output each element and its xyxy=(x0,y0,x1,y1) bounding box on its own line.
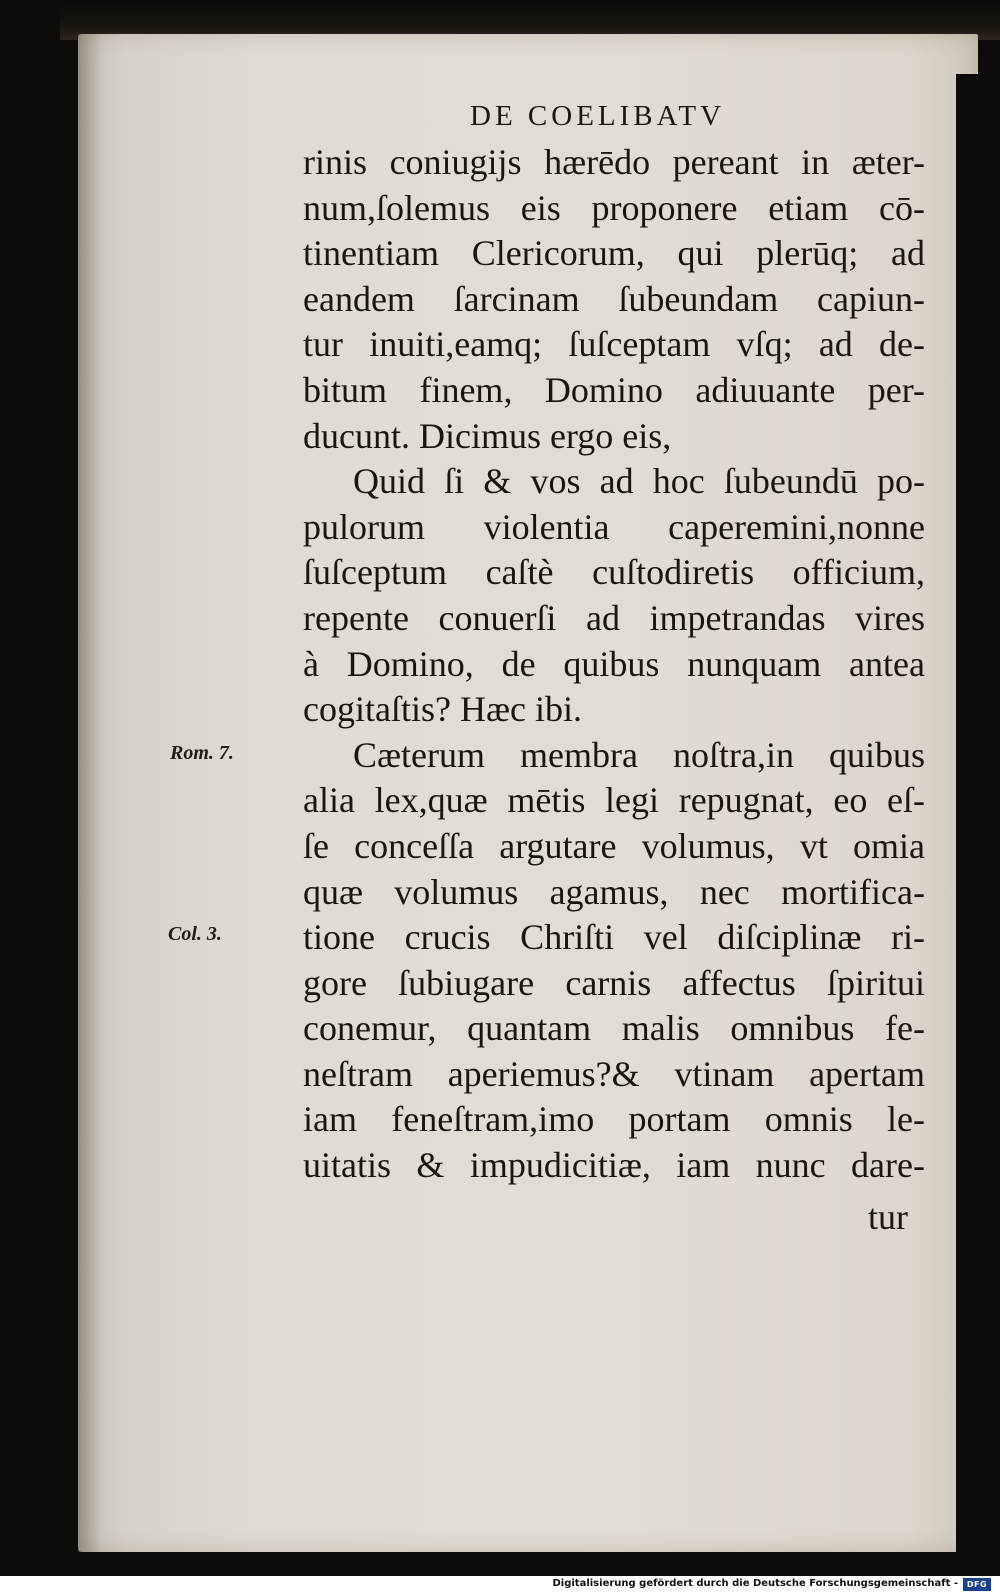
text-line: tinentiam Clericorum, qui plerūq; ad xyxy=(303,233,925,274)
dfg-logo: DFG xyxy=(963,1578,991,1591)
text-line: neſtram aperiemus?& vtinam apertam xyxy=(303,1053,925,1094)
text-line: repente conuerſi ad impetrandas vires xyxy=(303,597,925,638)
text-line: alia lex,quæ mētis legi repugnat, eo eſ- xyxy=(303,780,925,821)
text-line: à Domino, de quibus nunquam antea xyxy=(303,643,925,684)
text-line: iam feneſtram,imo portam omnis le- xyxy=(303,1099,925,1140)
text-line: quæ volumus agamus, nec mortifica- xyxy=(303,871,925,912)
text-line: conemur, quantam malis omnibus fe- xyxy=(303,1008,925,1049)
text-line: tur inuiti,eamq; ſuſceptam vſq; ad de- xyxy=(303,324,925,365)
text-line: rinis coniugijs hærēdo pereant in æter- xyxy=(303,142,925,182)
catchword: tur xyxy=(868,1197,908,1237)
text-line: pulorum violentia caperemini,nonne xyxy=(303,506,925,547)
text-line: num,ſolemus eis proponere etiam cō- xyxy=(303,187,925,228)
text-line: ducunt. Dicimus ergo eis, xyxy=(303,415,672,456)
text-line: ſe conceſſa argutare volumus, vt omia xyxy=(303,825,925,866)
text-line: gore ſubiugare carnis affectus ſpiritui xyxy=(303,962,925,1003)
text-line: eandem ſarcinam ſubeundam capiun- xyxy=(303,278,925,319)
text-line: ſuſceptum caſtè cuſtodiretis officium, xyxy=(303,552,925,593)
running-header: DE COELIBATV xyxy=(470,100,726,132)
text-line: Quid ſi & vos ad hoc ſubeundū po- xyxy=(353,461,925,502)
text-line: uitatis & impudicitiæ, iam nunc dare- xyxy=(303,1145,925,1186)
text-line: cogitaſtis? Hæc ibi. xyxy=(303,689,582,730)
text-line: tione crucis Chriſti vel diſciplinæ ri- xyxy=(303,917,925,958)
marginal-note-col: Col. 3. xyxy=(168,923,222,945)
footer-credit: Digitalisierung gefördert durch die Deutsche Forschungsgemeinschaft - xyxy=(552,1578,958,1589)
text-line: bitum finem, Domino adiuuante per- xyxy=(303,369,925,410)
page-body-text xyxy=(303,140,925,1189)
page-right-shadow xyxy=(956,74,978,1554)
marginal-note-rom: Rom. 7. xyxy=(170,742,234,764)
text-line: Cæterum membra noſtra,in quibus xyxy=(353,734,925,775)
